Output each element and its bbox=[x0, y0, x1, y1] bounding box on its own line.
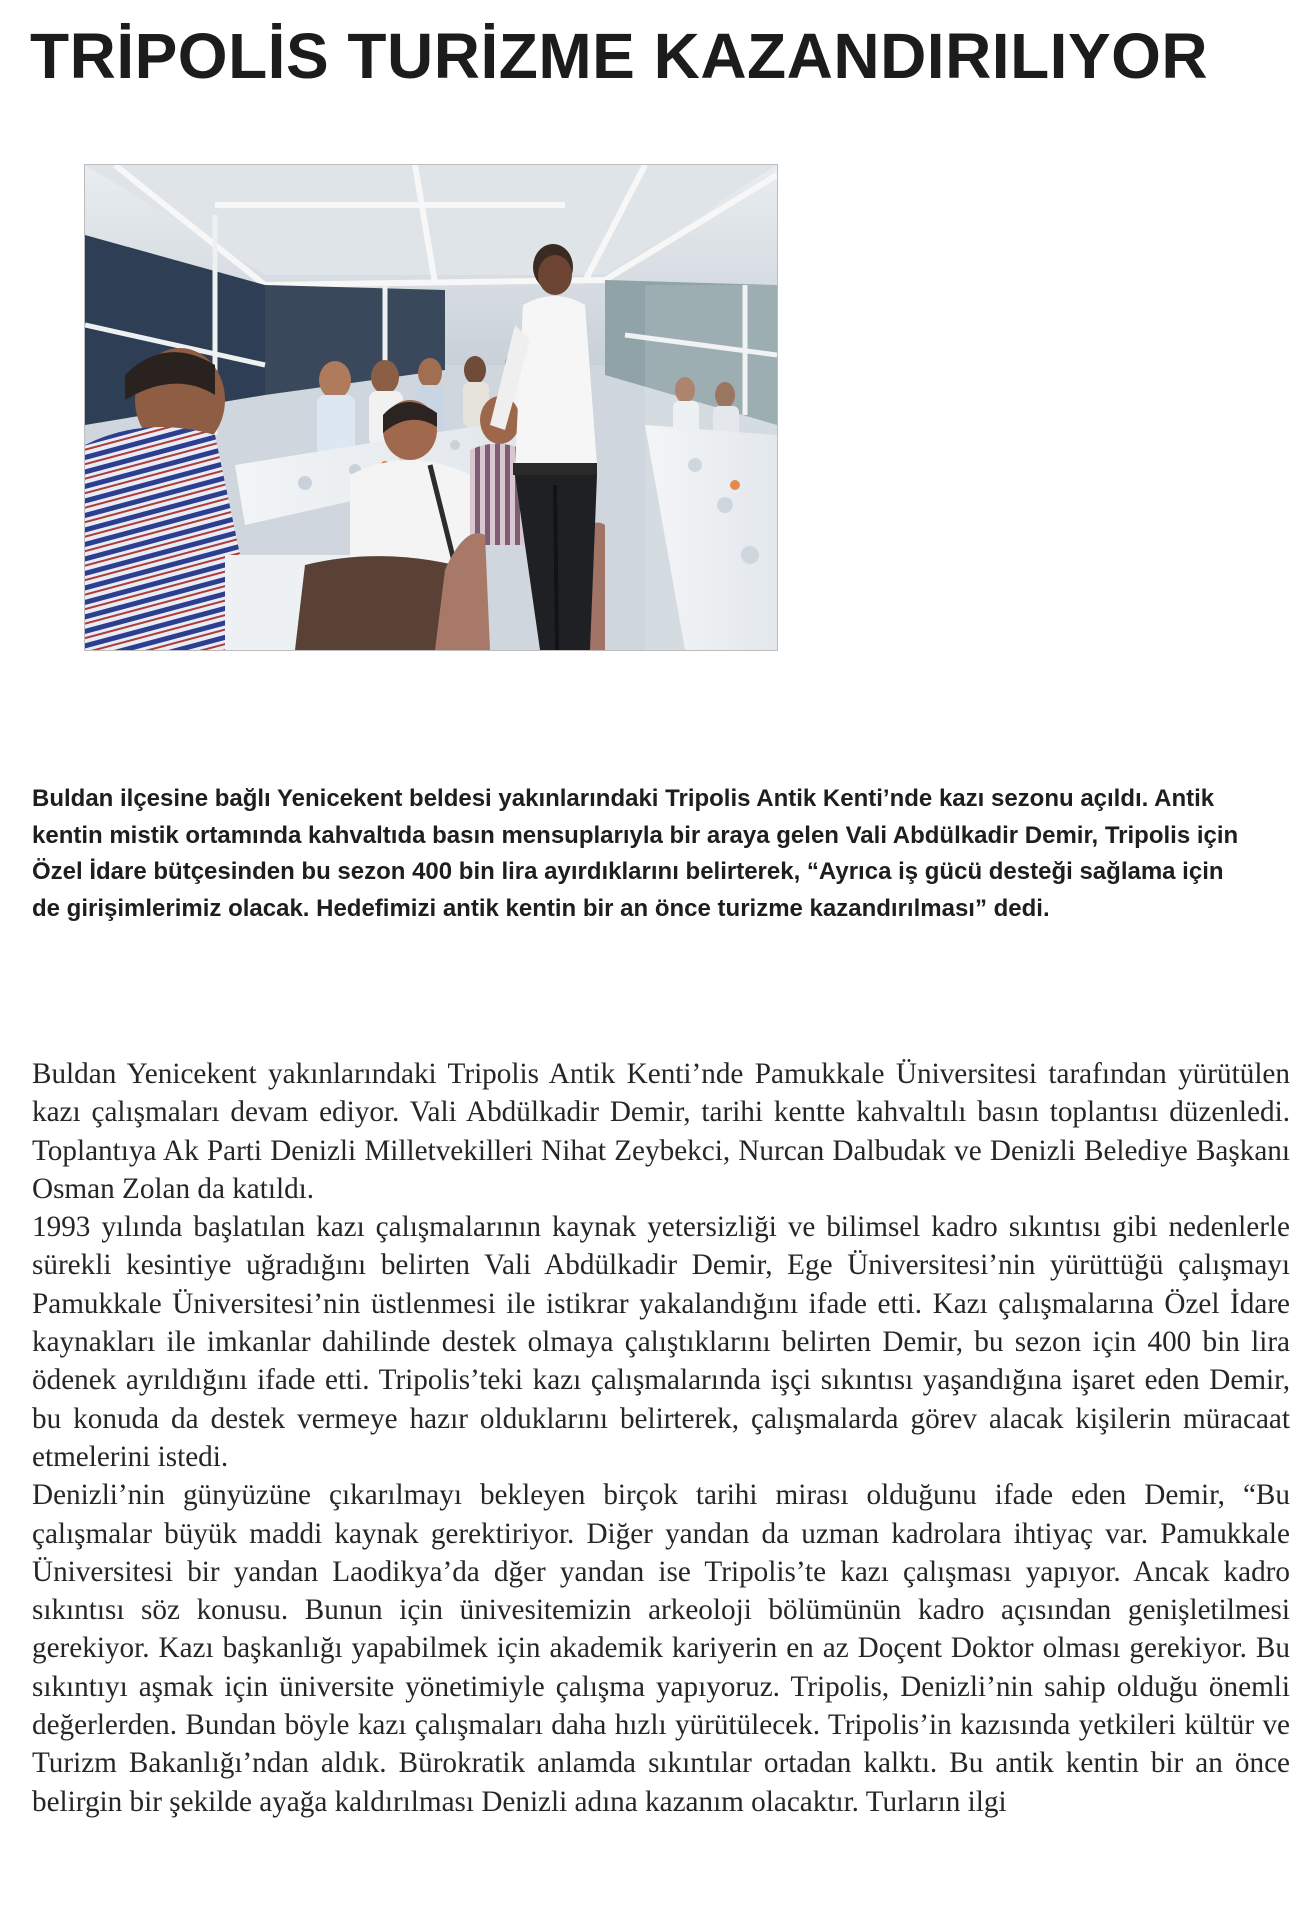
article-photo bbox=[84, 164, 778, 651]
article-paragraph: 1993 yılında başlatılan kazı çalışmalarının kaynak yetersizliği ve bilimsel kadro sıkıntısı gibi nedenlerle sürekli kesintiye uğradığını belirten Vali Abdülkadir Demir, Ege Üniversitesi’nin yürüttüğü çalışmayı Pamukkale Üniversitesi’nin üstlenmesi ile istikrar yakalandığını ifade etti. Kazı çalışmalarına Özel İdare kaynakları ile imkanlar dahilinde destek olmaya çalıştıklarını belirten Demir, bu sezon için 400 bin lira ödenek ayrıldığını ifade etti. Tripolis’teki kazı çalışmalarında işçi sıkıntısı yaşandığına işaret eden Demir, bu konuda da destek vermeye hazır olduklarını belirterek, çalışmalarda görev alacak kişilerin müracaat etmelerini istedi. bbox=[32, 1211, 1290, 1473]
breakfast-tent-photo bbox=[85, 165, 777, 650]
article-paragraph: Denizli’nin günyüzüne çıkarılmayı bekleyen birçok tarihi mirası olduğunu ifade eden Demir, “Bu çalışmalar büyük maddi kaynak gerektiriyor. Diğer yandan da uzman kadrolara ihtiyaç var. Pamukkale Üniversitesi bir yandan Laodikya’da dğer yandan ise Tripolis’te kazı çalışması yapıyor. Ancak kadro sıkıntısı söz konusu. Bunun için ünivesitemizin arkeoloji bölümünün kadro açısından genişletilmesi gerekiyor. Kazı başkanlığı yapabilmek için akademik kariyerin en az Doçent Doktor olması gerekiyor. Bu sıkıntıyı aşmak için üniversite yönetimiyle çalışma yapıyoruz. Tripolis, Denizli’nin sahip olduğu önemli değerlerden. Bundan böyle kazı çalışmaları daha hızlı yürütülecek. Tripolis’in kazısında yetkileri kültür ve Turizm Bakanlığı’ndan aldık. Bürokratik anlamda sıkıntılar ortadan kalktı. Bu antik kentin bir an önce belirgin bir şekilde ayağa kaldırılması Denizli adına kazanım olacaktır. Turların ilgi bbox=[32, 1479, 1290, 1818]
article-headline: TRİPOLİS TURİZME KAZANDIRILIYOR bbox=[30, 20, 1209, 92]
article-lead: Buldan ilçesine bağlı Yenicekent beldesi yakınlarındaki Tripolis Antik Kenti’nde kazı sezonu açıldı. Antik kentin mistik ortamında kahvaltıda basın mensuplarıyla bir araya gelen Vali Abdülkadir Demir, Tripolis için Özel İdare bütçesinden bu sezon 400 bin lira ayırdıklarını belirterek, “Ayrıca iş gücü desteği sağlama için de girişimlerimiz olacak. Hedefimizi antik kentin bir an önce turizme kazandırılması” dedi. bbox=[32, 785, 1239, 922]
article-body bbox=[32, 1055, 1290, 1821]
article-paragraph: Buldan Yenicekent yakınlarındaki Tripolis Antik Kenti’nde Pamukkale Üniversitesi tarafından yürütülen kazı çalışmaları devam ediyor. Vali Abdülkadir Demir, tarihi kentte kahvaltılı basın toplantısı düzenledi. Toplantıya Ak Parti Denizli Milletvekilleri Nihat Zeybekci, Nurcan Dalbudak ve Denizli Belediye Başkanı Osman Zolan da katıldı. bbox=[32, 1058, 1290, 1205]
